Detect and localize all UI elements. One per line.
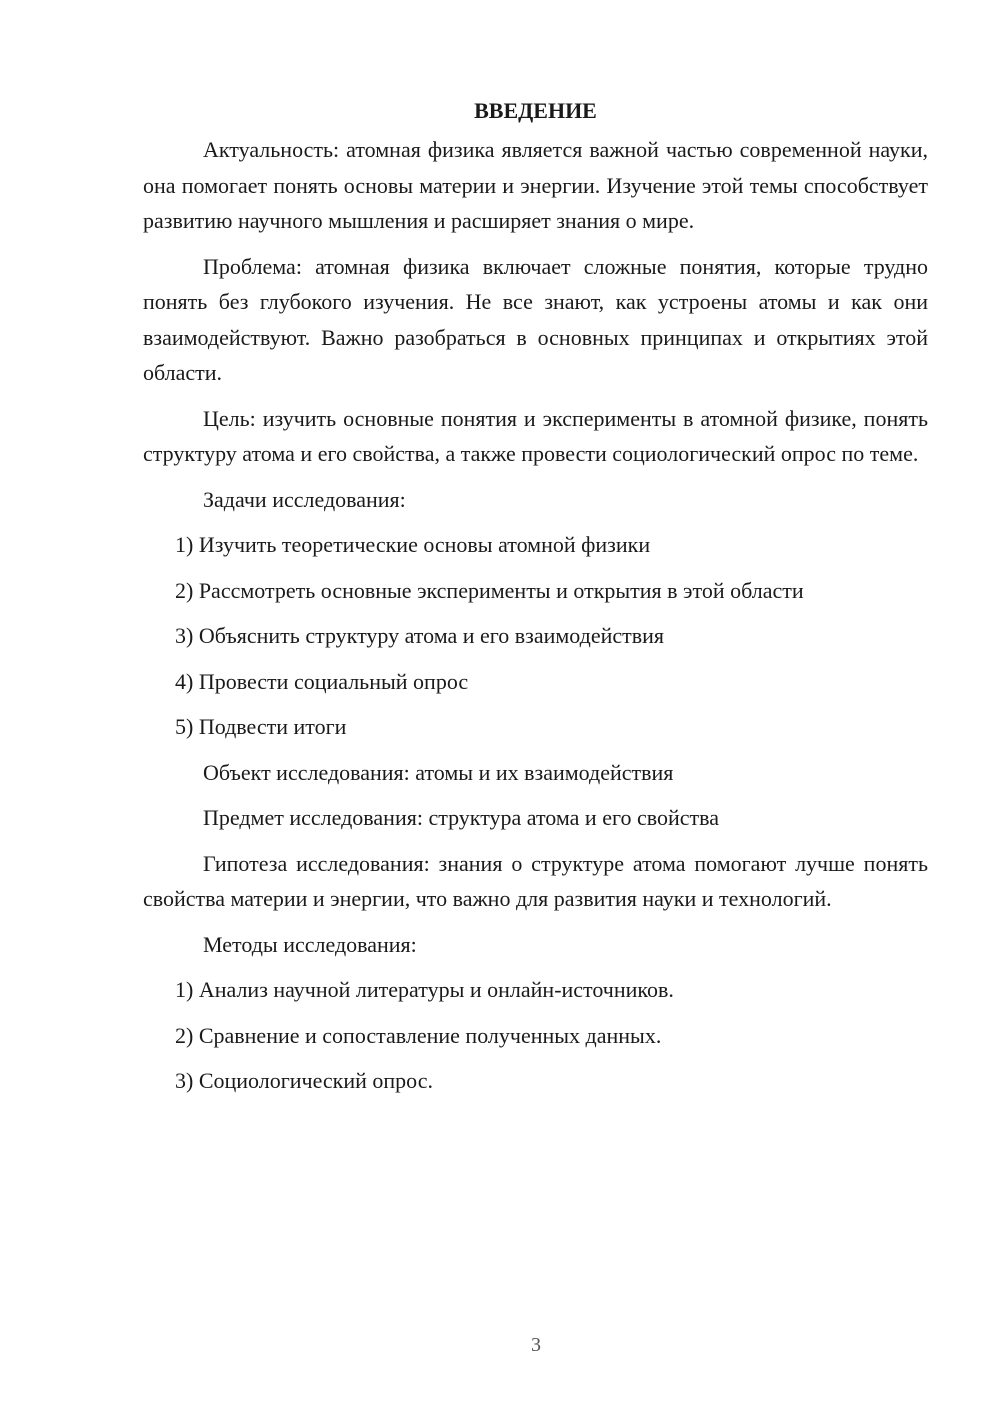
method-item: 1) Анализ научной литературы и онлайн-источников. [175, 977, 674, 1002]
page-title: ВВЕДЕНИЕ [474, 98, 597, 123]
page-number: 3 [531, 1334, 541, 1356]
subject-paragraph: Предмет исследования: структура атома и его свойства [203, 805, 719, 830]
task-item: 5) Подвести итоги [175, 714, 347, 739]
problem-paragraph: Проблема: атомная физика включает сложные понятия, которые трудно понять без глубокого изучения. Не все знают, как устроены атомы и как они взаимодействуют. Важно разобраться в основных принципах и открытиях этой области. [143, 253, 928, 385]
task-item: 1) Изучить теоретические основы атомной физики [175, 532, 651, 557]
tasks-heading: Задачи исследования: [203, 486, 406, 512]
task-item: 4) Провести социальный опрос [175, 668, 469, 694]
relevance-paragraph: Актуальность: атомная физика является важной частью современной науки, она помогает понять основы материи и энергии. Изучение этой темы способствует развитию научного мышления и расширяет знания о мире. [143, 137, 928, 233]
method-item: 2) Сравнение и сопоставление полученных данных. [175, 1022, 662, 1048]
hypothesis-paragraph: Гипотеза исследования: знания о структуре атома помогают лучше понять свойства материи и энергии, что важно для развития науки и технологий. [143, 850, 928, 911]
document-body [143, 94, 928, 1099]
task-item: 3) Объяснить структуру атома и его взаимодействия [175, 623, 665, 648]
methods-heading: Методы исследования: [203, 931, 417, 957]
goal-paragraph: Цель: изучить основные понятия и эксперименты в атомной физике, понять структуру атома и его свойства, а также провести социологический опрос по теме. [143, 405, 928, 466]
method-item: 3) Социологический опрос. [175, 1068, 433, 1093]
task-item: 2) Рассмотреть основные эксперименты и открытия в этой области [175, 577, 804, 603]
object-paragraph: Объект исследования: атомы и их взаимодействия [203, 759, 674, 785]
